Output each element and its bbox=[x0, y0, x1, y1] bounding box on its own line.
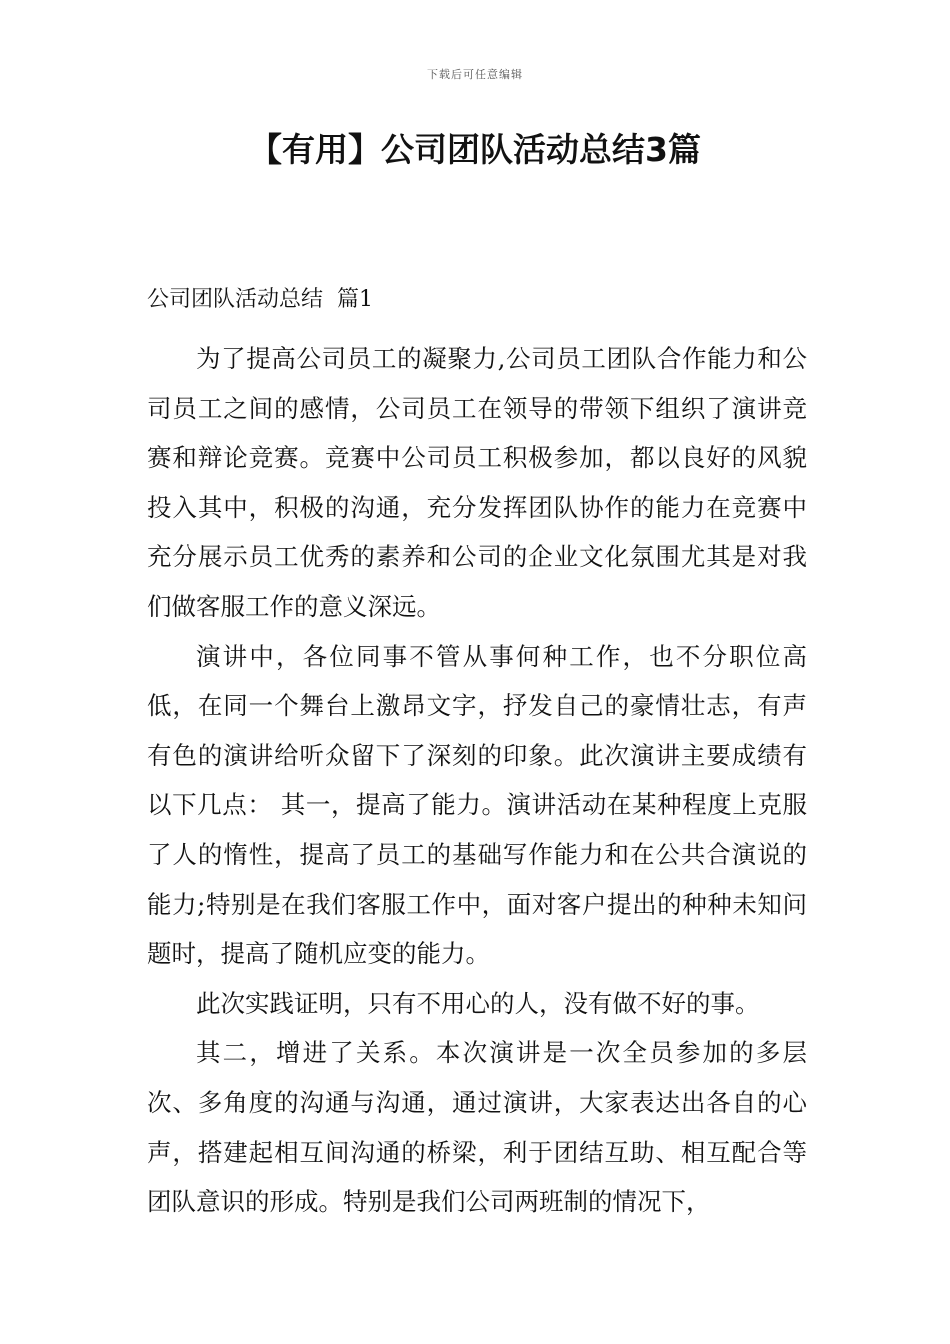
paragraph: 为了提高公司员工的凝聚力,公司员工团队合作能力和公司员工之间的感情，公司员工在领导的带领下组织了演讲竞赛和辩论竞赛。竞赛中公司员工积极参加，都以良好的风貌投入其中，积极的沟通，充分发挥团队协作的能力在竞赛中充分展示员工优秀的素养和公司的企业文化氛围尤其是对我们做客服工作的意义深远。 bbox=[147, 344, 807, 621]
paragraph: 此次实践证明，只有不用心的人，没有做不好的事。 bbox=[196, 988, 760, 1018]
paragraph: 演讲中，各位同事不管从事何种工作，也不分职位高低，在同一个舞台上激昂文字，抒发自己的豪情壮志，有声有色的演讲给听众留下了深刻的印象。此次演讲主要成绩有以下几点： 其一，提高了能力。演讲活动在某种程度上克服了人的惰性，提高了员工的基础写作能力和在公共合演说的能力;特别是在我们客服工作中，面对客户提出的种种未知问题时，提高了随机应变的能力。 bbox=[147, 641, 807, 969]
paragraph: 其二，增进了关系。本次演讲是一次全员参加的多层次、多角度的沟通与沟通，通过演讲，大家表达出各自的心声，搭建起相互间沟通的桥梁，利于团结互助、相互配合等团队意识的形成。特别是我们公司两班制的情况下， bbox=[147, 1038, 807, 1217]
document-body bbox=[147, 334, 807, 1227]
section-heading: 公司团队活动总结 篇1 bbox=[147, 287, 373, 312]
header-note: 下载后可任意编辑 bbox=[427, 68, 523, 81]
document-title: 【有用】公司团队活动总结3篇 bbox=[249, 130, 701, 169]
